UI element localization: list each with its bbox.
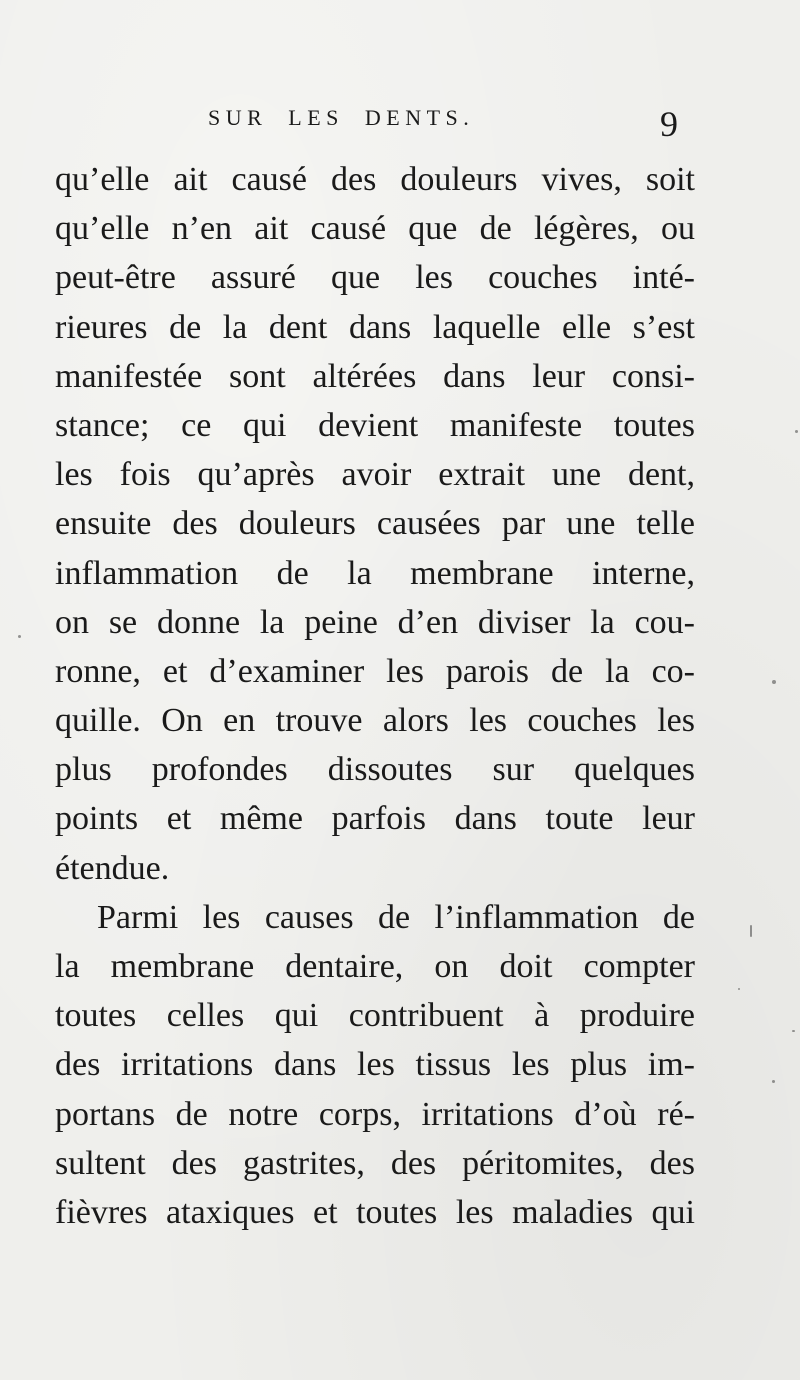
body-text [55, 155, 695, 1237]
text-line: points et même parfois dans toute leur [55, 800, 695, 838]
text-line: la membrane dentaire, on doit compter [55, 948, 695, 985]
text-line: plus profondes dissoutes sur quelques [55, 751, 695, 789]
text-line: qu’elle ait causé des douleurs vives, soit [55, 161, 695, 198]
text-line: Parmi les causes de l’inflammation de [97, 898, 695, 936]
text-line: on se donne la peine d’en diviser la cou- [55, 603, 695, 641]
paragraph-2 [55, 893, 695, 1237]
text-line: stance; ce qui devient manifeste toutes [55, 406, 695, 444]
page-number: 9 [660, 104, 678, 144]
text-line: quille. On en trouve alors les couches les [55, 702, 695, 740]
text-line: les fois qu’après avoir extrait une dent, [55, 456, 695, 494]
text-line: rieures de la dent dans laquelle elle s’est [55, 308, 695, 346]
text-line: inflammation de la membrane interne, [55, 554, 695, 592]
text-line: étendue. [55, 849, 170, 887]
text-line: fièvres ataxiques et toutes les maladies qui [55, 1193, 695, 1231]
text-line: manifestée sont altérées dans leur consi- [55, 357, 695, 395]
paragraph-1 [55, 155, 695, 893]
text-line: qu’elle n’en ait causé que de légères, ou [55, 210, 695, 248]
text-line: ronne, et d’examiner les parois de la co- [55, 652, 695, 690]
page-header [0, 103, 800, 143]
running-head: SUR LES DENTS. [208, 105, 475, 130]
text-line: peut-être assuré que les couches inté- [55, 259, 695, 297]
text-line: portans de notre corps, irritations d’où ré- [55, 1095, 695, 1133]
text-line: toutes celles qui contribuent à produire [55, 997, 695, 1035]
text-line: ensuite des douleurs causées par une telle [55, 505, 695, 543]
text-line: des irritations dans les tissus les plus im- [55, 1046, 695, 1084]
text-line: sultent des gastrites, des péritomites, des [55, 1144, 695, 1182]
